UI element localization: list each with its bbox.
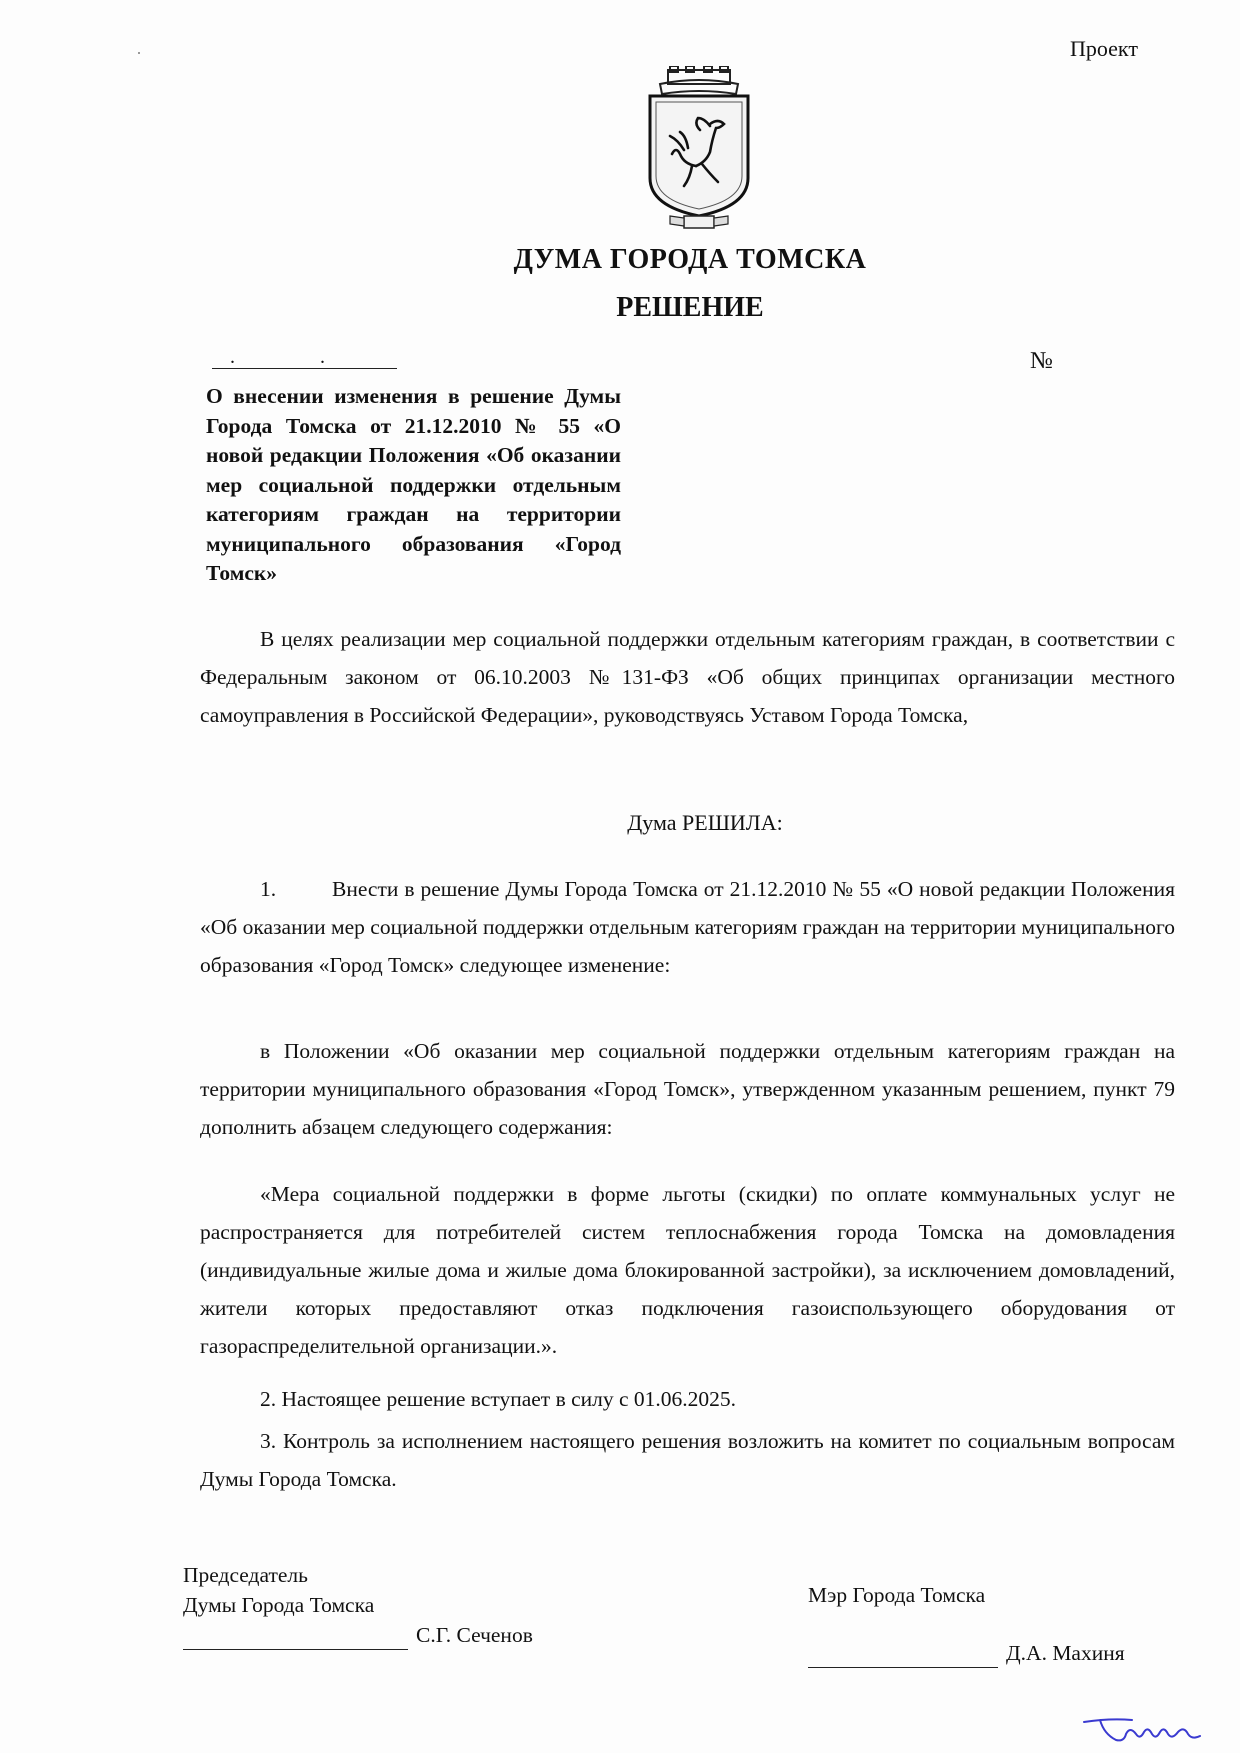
item-3: 3. Контроль за исполнением настоящего решения возложить на комитет по социальным вопросам Думы Города Томска. (200, 1429, 1175, 1491)
item-1 (200, 870, 1175, 984)
chairman-name: С.Г. Сеченов (416, 1623, 533, 1647)
chairman-signature-line (183, 1627, 408, 1650)
project-stamp: Проект (1070, 36, 1138, 61)
document-number-sign: № (1030, 348, 1053, 374)
council-title (0, 244, 1240, 276)
mayor-signature-block (808, 1580, 1125, 1668)
item-1-text: Внести в решение Думы Города Томска от 21.12.2010 № 55 «О новой редакции Положения «Об оказании мер социальной поддержки отдельным категориям граждан на территории муниципального образования «Город Томск» следующее изменение: (200, 877, 1175, 977)
chairman-signature-block (183, 1560, 533, 1650)
item-1-quoted-text: «Мера социальной поддержки в форме льготы (скидки) по оплате коммунальных услуг не распространяется для потребителей систем теплоснабжения города Томска на домовладения (индивидуальные жилые дома и жилые дома блокированной застройки), за исключением домовладений, жители которых предоставляют отказ подключения газоиспользующего оборудования от газораспределительной организации.». (200, 1182, 1175, 1358)
item-2: 2. Настоящее решение вступает в силу с 01.06.2025. (260, 1387, 737, 1411)
chairman-name-row (183, 1620, 533, 1650)
mayor-name-row (808, 1638, 1125, 1668)
document-type-text: РЕШЕНИЕ (616, 292, 764, 323)
preamble-paragraph: В целях реализации мер социальной поддержки отдельным категориям граждан, в соответствии с Федеральным законом от 06.10.2003 №131-ФЗ «Об общих принципах организации местного самоуправления в Российской Федерации», руководствуясь Уставом Города Томска, (200, 627, 1175, 727)
date-separator-dot: . (230, 346, 237, 368)
mayor-name: Д.А. Махиня (1006, 1641, 1125, 1665)
resolved-heading (0, 810, 1240, 836)
tomsk-coat-of-arms-icon (640, 66, 758, 232)
resolved-heading-text: Дума РЕШИЛА: (627, 810, 783, 835)
mayor-signature-line (808, 1645, 998, 1668)
chairman-title-line2: Думы Города Томска (183, 1593, 375, 1617)
document-type (0, 292, 1240, 324)
date-separator-dot: . (320, 346, 327, 368)
scan-speck (138, 52, 140, 54)
date-blank-field (212, 340, 397, 369)
council-title-text: ДУМА ГОРОДА ТОМСКА (513, 244, 867, 275)
chairman-title-line1: Председатель (183, 1563, 308, 1587)
mayor-title: Мэр Города Томска (808, 1583, 986, 1607)
item-1-paragraph: в Положении «Об оказании мер социальной поддержки отдельным категориям граждан на территории муниципального образования «Город Томск», утвержденном указанным решением, пункт 79 дополнить абзацем следующего содержания: (200, 1039, 1175, 1139)
handwritten-signature-icon (1080, 1712, 1210, 1746)
decision-subject: О внесении изменения в решение Думы Города Томска от 21.12.2010 № 55 «О новой редакции Положения «Об оказании мер социальной поддержки отдельным категориям граждан на территории муниципального образования «Город Томск» (206, 384, 621, 585)
item-1-number: 1. (260, 877, 277, 901)
